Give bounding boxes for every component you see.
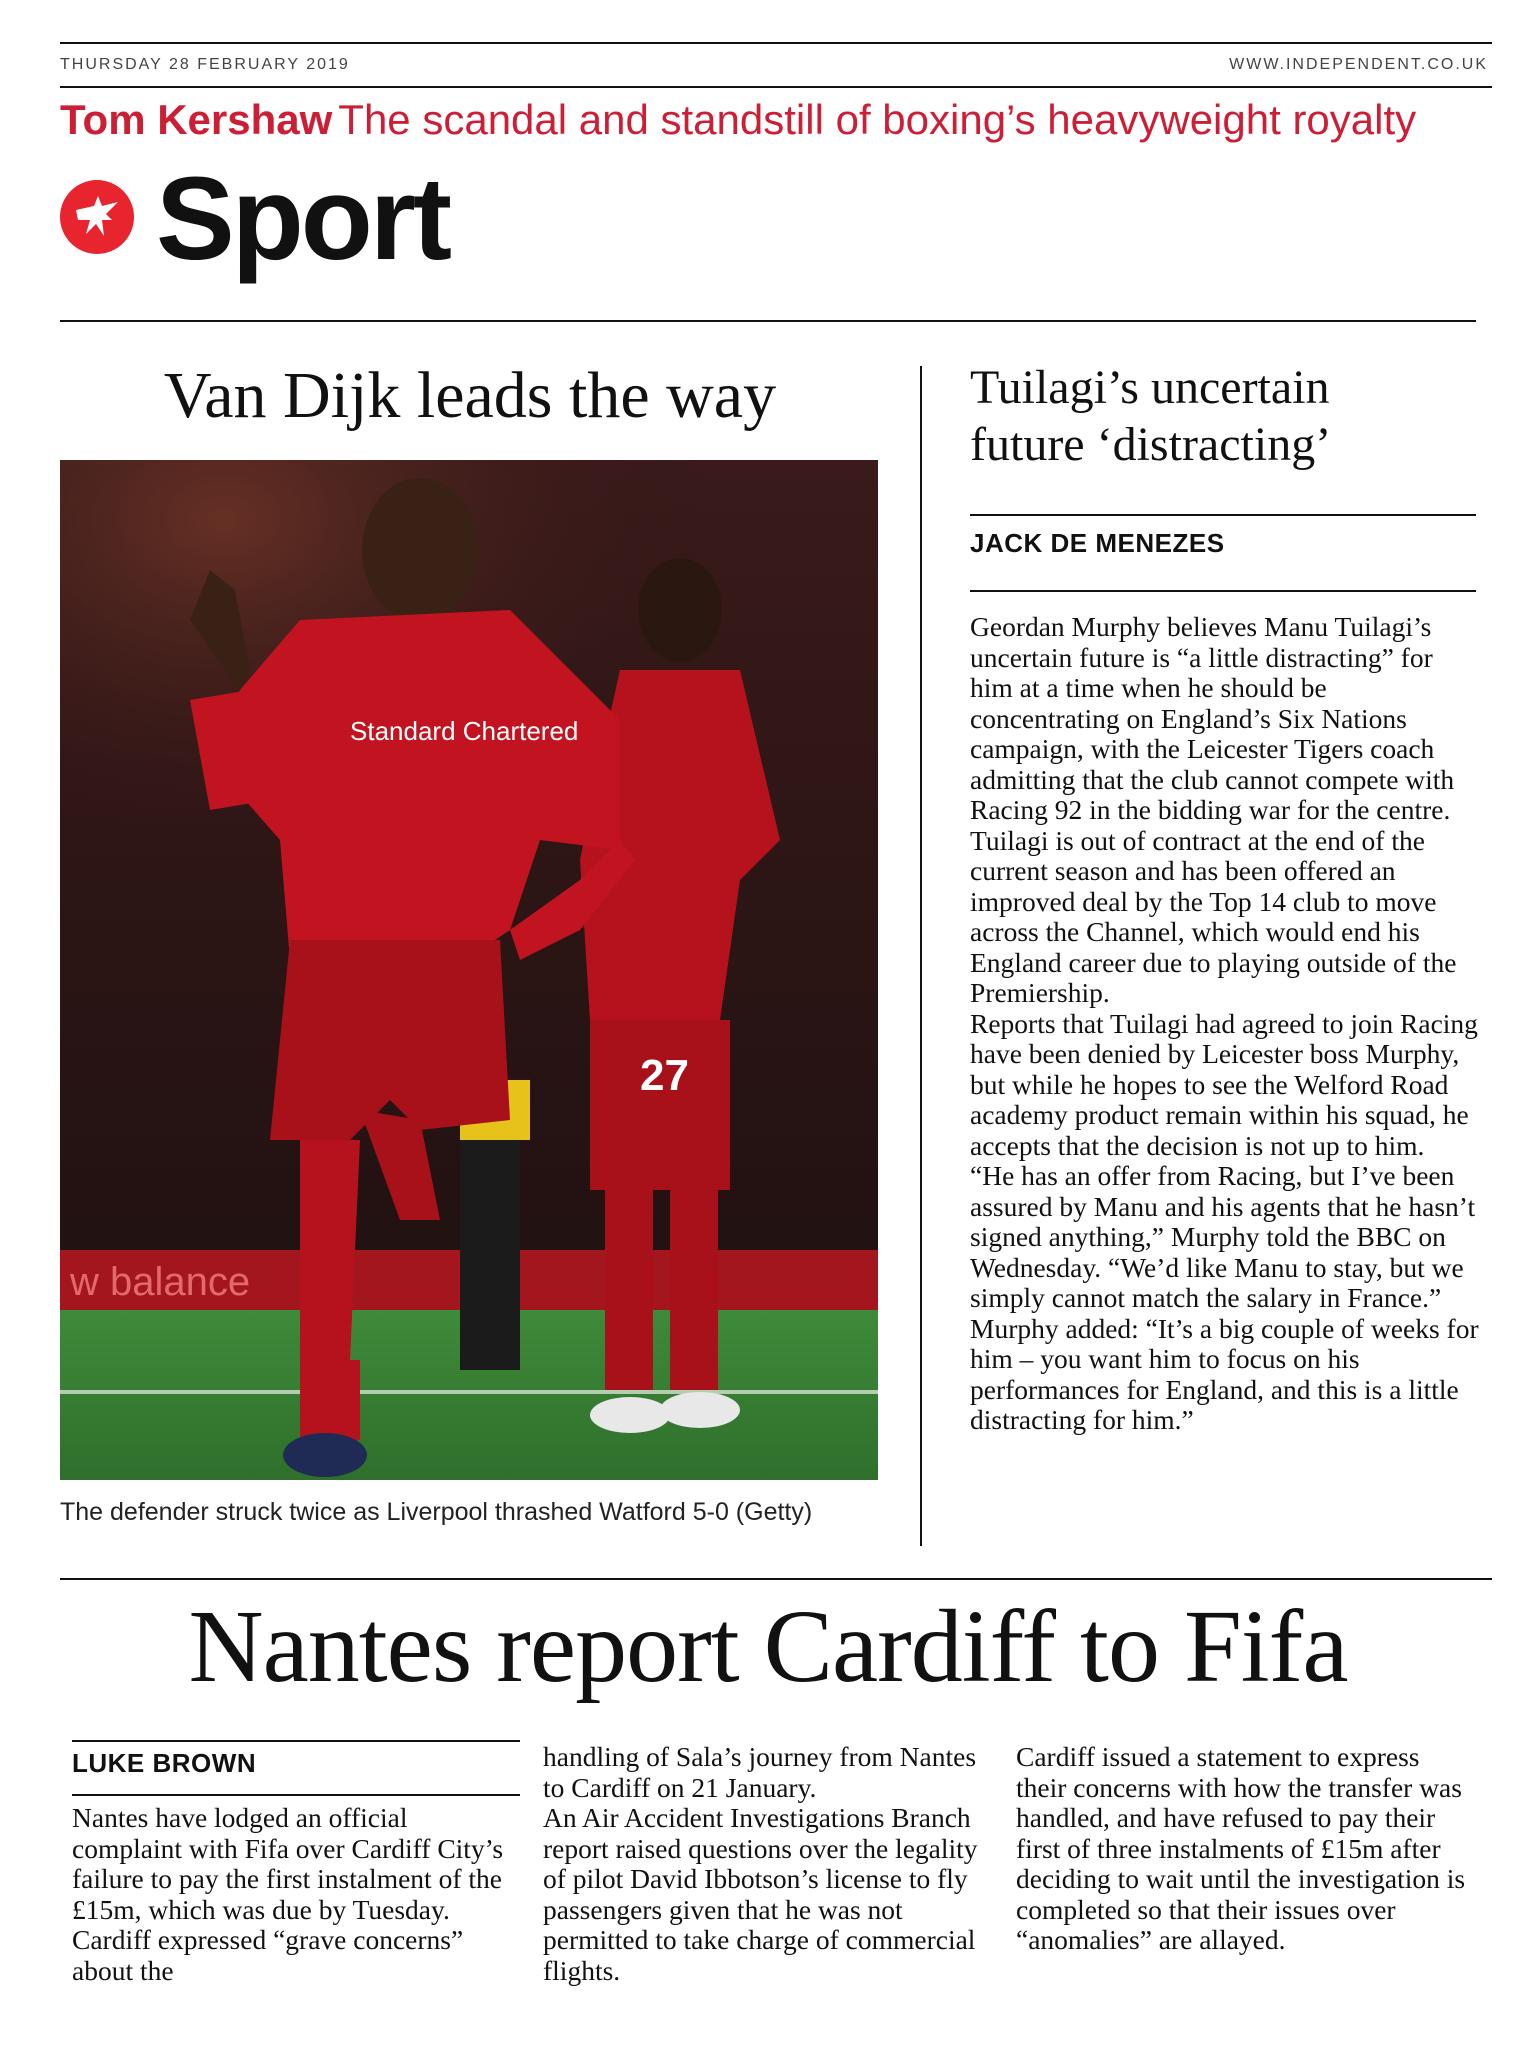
tuilagi-paragraph: Reports that Tuilagi had agreed to join Racing have been denied by Leicester boss Murphy, but while he hopes to see the Welford Road academy product remain within his squad, he accepts that the decision is not up to him. [970, 1007, 1478, 1161]
masthead-rule [60, 86, 1492, 88]
eagle-icon [60, 180, 134, 254]
tuilagi-headline-line2: future ‘distracting’ [970, 417, 1332, 471]
nantes-byline: LUKE BROWN [72, 1748, 257, 1778]
shirt-sponsor: Standard Chartered [350, 716, 579, 746]
tuilagi-byline-rule-top [970, 514, 1476, 516]
issue-date: THURSDAY 28 FEBRUARY 2019 [60, 56, 350, 73]
promo-text: The scandal and standstill of boxing’s heavyweight royalty [338, 96, 1417, 143]
nantes-column-3 [1016, 1742, 1466, 1956]
promo-author: Tom Kershaw [60, 96, 333, 143]
lead-photo [60, 460, 878, 1480]
tuilagi-byline-rule-bottom [970, 590, 1476, 592]
nantes-headline[interactable]: Nantes report Cardiff to Fifa [188, 1589, 1348, 1704]
top-rule [60, 42, 1492, 44]
nantes-byline-rule-top [72, 1740, 520, 1742]
lead-headline[interactable]: Van Dijk leads the way [163, 359, 777, 432]
section-rule [60, 320, 1476, 322]
nantes-column-1 [72, 1803, 522, 1986]
photo-caption: The defender struck twice as Liverpool thrashed Watford 5-0 (Getty) [60, 1498, 813, 1526]
tuilagi-body [970, 612, 1480, 1436]
board-text: w balance [70, 1260, 251, 1304]
tuilagi-byline: JACK DE MENEZES [970, 528, 1225, 558]
site-url[interactable]: WWW.INDEPENDENT.CO.UK [1229, 56, 1488, 73]
section-title: Sport [156, 153, 450, 285]
tuilagi-headline[interactable] [970, 360, 1470, 473]
nantes-paragraph: Cardiff issued a statement to express their concerns with how the transfer was handled, and have refused to pay their first of three instalments of £15m after deciding to wait until the investigation is completed so that their issues over “anomalies” are allayed. [1016, 1741, 1466, 1955]
nantes-paragraph: Nantes have lodged an official complaint with Fifa over Cardiff City’s failure to pay the first instalment of the £15m, which was due by Tuesday. Cardiff expressed “grave concerns” about the [72, 1802, 504, 1986]
nantes-paragraph: handling of Sala’s journey from Nantes to Cardiff on 21 January. [543, 1741, 977, 1803]
nantes-byline-rule-bottom [72, 1794, 520, 1796]
column-divider [920, 366, 922, 1546]
tuilagi-paragraph: Murphy added: “It’s a big couple of weeks for him – you want him to focus on his performances for England, and this is a little distracting for him.” [970, 1312, 1479, 1435]
nantes-rule [60, 1578, 1492, 1580]
promo-link[interactable] [60, 96, 1416, 144]
shirt-number: 27 [640, 1051, 689, 1100]
tuilagi-paragraph: Geordan Murphy believes Manu Tuilagi’s uncertain future is “a little distracting” for him at a time when he should be concentrating on England’s Six Nations campaign, with the Leicester Tigers coach admitting that the club cannot compete with Racing 92 in the bidding war for the centre. [970, 611, 1455, 825]
tuilagi-headline-line1: Tuilagi’s uncertain [970, 361, 1330, 414]
tuilagi-paragraph: Tuilagi is out of contract at the end of the current season and has been offered an improved deal by the Top 14 club to move across the Channel, which would end his England career due to playing outside of the Premiership. [970, 824, 1457, 1008]
nantes-paragraph: An Air Accident Investigations Branch report raised questions over the legality of pilot David Ibbotson’s license to fly passengers given that he was not permitted to take charge of commercial flights. [543, 1802, 978, 1986]
nantes-column-2 [543, 1742, 993, 1986]
tuilagi-paragraph: “He has an offer from Racing, but I’ve been assured by Manu and his agents that he hasn’t signed anything,” Murphy told the BBC on Wednesday. “We’d like Manu to stay, but we simply cannot match the salary in France.” [970, 1160, 1476, 1313]
